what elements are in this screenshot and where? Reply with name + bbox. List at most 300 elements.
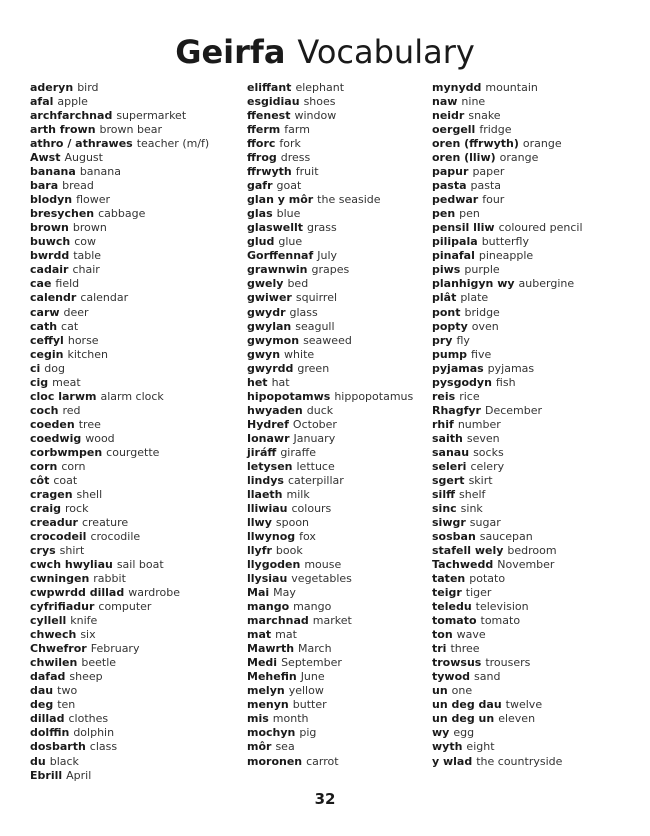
english-translation: field bbox=[55, 277, 80, 291]
vocabulary-column-1 bbox=[30, 81, 235, 783]
vocab-entry bbox=[30, 418, 235, 432]
vocab-entry bbox=[432, 390, 632, 404]
vocab-entry bbox=[247, 179, 427, 193]
vocab-entry bbox=[432, 137, 632, 151]
english-translation: snake bbox=[468, 109, 501, 123]
vocabulary-column-3 bbox=[432, 81, 632, 769]
vocab-entry bbox=[247, 404, 427, 418]
english-translation: table bbox=[73, 249, 102, 263]
welsh-word: gafr bbox=[247, 179, 273, 193]
vocab-entry bbox=[247, 390, 427, 404]
welsh-word: naw bbox=[432, 95, 458, 109]
vocab-entry bbox=[432, 320, 632, 334]
vocab-entry bbox=[432, 306, 632, 320]
english-translation: month bbox=[272, 712, 309, 726]
english-translation: coat bbox=[53, 473, 78, 487]
welsh-word: calendr bbox=[30, 291, 77, 305]
welsh-word: stafell wely bbox=[432, 544, 504, 558]
english-translation: seven bbox=[466, 431, 500, 445]
english-translation: beetle bbox=[81, 656, 117, 670]
vocab-entry bbox=[247, 235, 427, 249]
english-translation: purple bbox=[464, 263, 500, 277]
english-translation: sand bbox=[474, 670, 501, 684]
english-translation: two bbox=[57, 684, 78, 698]
vocab-entry bbox=[247, 306, 427, 320]
vocab-entry bbox=[432, 656, 632, 670]
welsh-word: pasta bbox=[432, 179, 467, 193]
welsh-word: mochyn bbox=[247, 726, 296, 740]
welsh-word: gwylan bbox=[247, 319, 292, 333]
english-translation: black bbox=[49, 754, 79, 768]
vocab-entry bbox=[247, 530, 427, 544]
english-translation: kitchen bbox=[67, 347, 108, 361]
vocab-entry bbox=[247, 95, 427, 109]
vocab-entry bbox=[30, 488, 235, 502]
english-translation: potato bbox=[469, 572, 506, 586]
vocab-entry bbox=[247, 277, 427, 291]
vocab-entry bbox=[30, 544, 235, 558]
welsh-word: archfarchnad bbox=[30, 109, 113, 123]
vocab-entry bbox=[30, 614, 235, 628]
welsh-word: Tachwedd bbox=[432, 558, 494, 572]
vocab-entry bbox=[30, 95, 235, 109]
welsh-word: melyn bbox=[247, 684, 285, 698]
english-translation: March bbox=[298, 642, 332, 656]
welsh-word: corn bbox=[30, 459, 58, 473]
english-translation: bed bbox=[287, 277, 309, 291]
welsh-word: Mehefin bbox=[247, 670, 297, 684]
vocab-entry bbox=[247, 656, 427, 670]
welsh-word: tri bbox=[432, 642, 447, 656]
english-translation: cow bbox=[74, 235, 96, 249]
vocab-entry bbox=[30, 109, 235, 123]
vocab-entry bbox=[432, 726, 632, 740]
welsh-word: cath bbox=[30, 319, 58, 333]
welsh-word: llysiau bbox=[247, 572, 288, 586]
english-translation: rabbit bbox=[93, 572, 126, 586]
english-translation: celery bbox=[470, 459, 505, 473]
welsh-word: teigr bbox=[432, 586, 462, 600]
vocab-entry bbox=[247, 684, 427, 698]
vocab-entry bbox=[432, 516, 632, 530]
english-translation: courgette bbox=[106, 445, 160, 459]
english-translation: coloured pencil bbox=[498, 221, 583, 235]
welsh-word: cloc larwm bbox=[30, 389, 97, 403]
vocab-entry bbox=[432, 165, 632, 179]
welsh-word: pedwar bbox=[432, 193, 479, 207]
welsh-word: fforc bbox=[247, 137, 276, 151]
english-translation: sheep bbox=[69, 670, 103, 684]
english-translation: February bbox=[90, 642, 140, 656]
english-translation: farm bbox=[284, 123, 310, 137]
vocab-entry bbox=[247, 376, 427, 390]
vocab-entry bbox=[247, 151, 427, 165]
english-translation: grass bbox=[307, 221, 337, 235]
english-translation: glass bbox=[289, 305, 318, 319]
vocab-entry bbox=[432, 558, 632, 572]
welsh-word: Ebrill bbox=[30, 768, 63, 782]
english-translation: fish bbox=[495, 375, 516, 389]
english-translation: banana bbox=[79, 165, 121, 179]
vocab-entry bbox=[247, 614, 427, 628]
english-translation: the seaside bbox=[317, 193, 381, 207]
vocab-entry bbox=[30, 600, 235, 614]
welsh-word: eliffant bbox=[247, 81, 292, 94]
english-translation: trousers bbox=[485, 656, 531, 670]
welsh-word: cig bbox=[30, 375, 49, 389]
vocab-entry bbox=[30, 179, 235, 193]
english-translation: September bbox=[281, 656, 342, 670]
welsh-word: un deg un bbox=[432, 712, 495, 726]
vocab-entry bbox=[247, 137, 427, 151]
english-translation: corn bbox=[61, 459, 86, 473]
english-translation: the countryside bbox=[476, 754, 563, 768]
welsh-word: marchnad bbox=[247, 614, 309, 628]
vocab-entry bbox=[247, 572, 427, 586]
english-translation: June bbox=[300, 670, 325, 684]
vocab-entry bbox=[247, 544, 427, 558]
english-translation: butter bbox=[292, 698, 327, 712]
vocab-entry bbox=[432, 334, 632, 348]
english-translation: duck bbox=[306, 403, 334, 417]
english-translation: oven bbox=[471, 319, 499, 333]
vocab-entry bbox=[30, 165, 235, 179]
english-translation: eleven bbox=[498, 712, 536, 726]
english-translation: November bbox=[497, 558, 555, 572]
english-translation: wave bbox=[456, 628, 486, 642]
vocab-entry bbox=[247, 642, 427, 656]
vocab-entry bbox=[247, 586, 427, 600]
welsh-word: arth frown bbox=[30, 123, 96, 137]
english-translation: sea bbox=[275, 740, 295, 754]
welsh-word: ffenest bbox=[247, 109, 291, 123]
english-translation: mat bbox=[275, 628, 297, 642]
english-translation: aubergine bbox=[518, 277, 575, 291]
welsh-word: blodyn bbox=[30, 193, 73, 207]
welsh-word: cragen bbox=[30, 487, 73, 501]
english-translation: grapes bbox=[311, 263, 350, 277]
welsh-word: llyfr bbox=[247, 544, 272, 558]
welsh-word: sgert bbox=[432, 473, 465, 487]
vocab-entry bbox=[432, 670, 632, 684]
welsh-word: creadur bbox=[30, 515, 78, 529]
welsh-word: ceffyl bbox=[30, 333, 64, 347]
english-translation: rock bbox=[65, 501, 89, 515]
english-translation: fork bbox=[279, 137, 301, 151]
english-translation: seaweed bbox=[303, 333, 352, 347]
english-translation: green bbox=[297, 361, 330, 375]
welsh-word: ffrog bbox=[247, 151, 277, 165]
vocab-entry bbox=[30, 572, 235, 586]
page-number: 32 bbox=[314, 790, 336, 808]
vocab-entry bbox=[30, 390, 235, 404]
english-translation: five bbox=[471, 347, 492, 361]
vocab-entry bbox=[247, 263, 427, 277]
welsh-word: llygoden bbox=[247, 558, 301, 572]
vocab-entry bbox=[432, 277, 632, 291]
english-translation: brown bbox=[72, 221, 107, 235]
welsh-word: athro / athrawes bbox=[30, 137, 133, 151]
welsh-word: reis bbox=[432, 389, 456, 403]
vocab-entry bbox=[432, 263, 632, 277]
welsh-word: wyth bbox=[432, 740, 463, 754]
english-translation: pyjamas bbox=[487, 361, 535, 375]
welsh-word: buwch bbox=[30, 235, 71, 249]
welsh-word: dau bbox=[30, 684, 54, 698]
welsh-word: Medi bbox=[247, 656, 278, 670]
english-translation: plate bbox=[460, 291, 489, 305]
welsh-word: ffrwyth bbox=[247, 165, 292, 179]
welsh-word: un bbox=[432, 684, 448, 698]
vocab-entry bbox=[30, 249, 235, 263]
vocab-entry bbox=[432, 684, 632, 698]
english-translation: one bbox=[451, 684, 473, 698]
welsh-word: pensil lliw bbox=[432, 221, 495, 235]
vocab-entry bbox=[432, 544, 632, 558]
english-translation: January bbox=[293, 431, 336, 445]
english-translation: rice bbox=[459, 389, 480, 403]
english-translation: hippopotamus bbox=[334, 389, 414, 403]
vocab-entry bbox=[432, 502, 632, 516]
english-translation: sink bbox=[460, 501, 483, 515]
english-translation: red bbox=[62, 403, 81, 417]
vocab-entry bbox=[30, 769, 235, 783]
vocab-entry bbox=[30, 755, 235, 769]
welsh-word: llwy bbox=[247, 515, 272, 529]
english-translation: squirrel bbox=[295, 291, 338, 305]
vocab-entry bbox=[30, 263, 235, 277]
welsh-word: glas bbox=[247, 207, 273, 221]
welsh-word: coedwig bbox=[30, 431, 82, 445]
english-translation: October bbox=[292, 417, 337, 431]
english-translation: four bbox=[482, 193, 505, 207]
welsh-word: ton bbox=[432, 628, 453, 642]
welsh-word: dillad bbox=[30, 712, 65, 726]
vocab-entry bbox=[432, 151, 632, 165]
welsh-word: saith bbox=[432, 431, 463, 445]
welsh-word: mis bbox=[247, 712, 269, 726]
vocabulary-column-2 bbox=[247, 81, 427, 769]
vocab-entry bbox=[247, 123, 427, 137]
english-translation: supermarket bbox=[116, 109, 187, 123]
welsh-word: planhigyn wy bbox=[432, 277, 515, 291]
vocab-entry bbox=[247, 446, 427, 460]
vocab-entry bbox=[30, 362, 235, 376]
english-translation: brown bear bbox=[99, 123, 163, 137]
english-translation: bread bbox=[62, 179, 94, 193]
vocab-entry bbox=[247, 221, 427, 235]
welsh-word: oergell bbox=[432, 123, 476, 137]
welsh-word: mat bbox=[247, 628, 272, 642]
welsh-word: taten bbox=[432, 572, 466, 586]
welsh-word: oren (lliw) bbox=[432, 151, 496, 165]
english-translation: fly bbox=[456, 333, 470, 347]
welsh-word: Mai bbox=[247, 586, 270, 600]
english-translation: twelve bbox=[505, 698, 543, 712]
vocab-entry bbox=[432, 614, 632, 628]
vocab-entry bbox=[432, 95, 632, 109]
welsh-word: gwiwer bbox=[247, 291, 292, 305]
english-translation: fruit bbox=[295, 165, 319, 179]
english-translation: vegetables bbox=[291, 572, 352, 586]
english-translation: calendar bbox=[80, 291, 129, 305]
english-translation: tiger bbox=[465, 586, 492, 600]
vocab-entry bbox=[432, 362, 632, 376]
english-translation: August bbox=[64, 151, 103, 165]
welsh-word: Hydref bbox=[247, 417, 289, 431]
english-translation: wardrobe bbox=[128, 586, 181, 600]
vocab-entry bbox=[247, 418, 427, 432]
english-translation: bird bbox=[77, 81, 99, 94]
english-translation: pen bbox=[459, 207, 480, 221]
welsh-word: hipopotamws bbox=[247, 389, 331, 403]
vocab-entry bbox=[247, 755, 427, 769]
welsh-word: tomato bbox=[432, 614, 477, 628]
vocab-entry bbox=[30, 558, 235, 572]
welsh-word: bara bbox=[30, 179, 59, 193]
english-translation: orange bbox=[499, 151, 539, 165]
welsh-word: pry bbox=[432, 333, 453, 347]
vocab-entry bbox=[432, 179, 632, 193]
welsh-word: hwyaden bbox=[247, 403, 303, 417]
welsh-word: coch bbox=[30, 403, 59, 417]
welsh-word: dolffin bbox=[30, 726, 70, 740]
english-translation: fridge bbox=[479, 123, 512, 137]
vocab-entry bbox=[247, 502, 427, 516]
english-translation: chair bbox=[72, 263, 100, 277]
welsh-word: crocodeil bbox=[30, 530, 87, 543]
vocab-entry bbox=[247, 726, 427, 740]
welsh-word: y wlad bbox=[432, 754, 473, 768]
vocab-entry bbox=[30, 151, 235, 165]
vocab-entry bbox=[247, 348, 427, 362]
welsh-word: Chwefror bbox=[30, 642, 87, 656]
vocab-entry bbox=[432, 249, 632, 263]
english-translation: milk bbox=[286, 487, 310, 501]
vocab-entry bbox=[432, 235, 632, 249]
vocab-entry bbox=[247, 488, 427, 502]
english-translation: crocodile bbox=[90, 530, 141, 543]
english-translation: elephant bbox=[295, 81, 345, 94]
english-translation: April bbox=[66, 768, 92, 782]
vocab-entry bbox=[30, 642, 235, 656]
english-translation: December bbox=[484, 403, 543, 417]
welsh-word: dosbarth bbox=[30, 740, 86, 754]
english-translation: butterfly bbox=[481, 235, 529, 249]
english-translation: goat bbox=[276, 179, 302, 193]
welsh-word: pysgodyn bbox=[432, 375, 492, 389]
english-translation: pig bbox=[299, 726, 317, 740]
vocab-entry bbox=[432, 123, 632, 137]
vocab-entry bbox=[30, 207, 235, 221]
welsh-word: piws bbox=[432, 263, 461, 277]
vocab-entry bbox=[30, 81, 235, 95]
vocab-entry bbox=[247, 320, 427, 334]
welsh-word: banana bbox=[30, 165, 76, 179]
welsh-word: Ionawr bbox=[247, 431, 290, 445]
vocab-entry bbox=[432, 81, 632, 95]
english-translation: blue bbox=[276, 207, 301, 221]
welsh-word: papur bbox=[432, 165, 469, 179]
welsh-word: corbwmpen bbox=[30, 445, 103, 459]
vocab-entry bbox=[30, 446, 235, 460]
welsh-word: pilipala bbox=[432, 235, 478, 249]
vocab-entry bbox=[432, 698, 632, 712]
vocab-entry bbox=[30, 474, 235, 488]
english-translation: lettuce bbox=[296, 459, 335, 473]
vocab-entry bbox=[30, 502, 235, 516]
vocab-entry bbox=[247, 81, 427, 95]
english-translation: July bbox=[317, 249, 338, 263]
welsh-word: cyllell bbox=[30, 614, 67, 628]
welsh-word: glaswellt bbox=[247, 221, 304, 235]
english-translation: mango bbox=[293, 600, 332, 614]
welsh-word: môr bbox=[247, 740, 272, 754]
english-translation: flower bbox=[76, 193, 111, 207]
english-translation: television bbox=[475, 600, 529, 614]
vocab-entry bbox=[432, 221, 632, 235]
vocab-entry bbox=[432, 376, 632, 390]
vocab-entry bbox=[247, 698, 427, 712]
vocab-entry bbox=[247, 193, 427, 207]
welsh-word: Gorffennaf bbox=[247, 249, 314, 263]
welsh-word: pump bbox=[432, 347, 468, 361]
welsh-word: trowsus bbox=[432, 656, 482, 670]
english-translation: deer bbox=[63, 305, 89, 319]
welsh-word: siwgr bbox=[432, 515, 466, 529]
english-translation: socks bbox=[473, 445, 504, 459]
vocab-entry bbox=[247, 628, 427, 642]
vocab-entry bbox=[30, 404, 235, 418]
welsh-word: grawnwin bbox=[247, 263, 308, 277]
vocab-entry bbox=[30, 628, 235, 642]
vocab-entry bbox=[30, 376, 235, 390]
vocab-entry bbox=[30, 698, 235, 712]
english-translation: hat bbox=[271, 375, 290, 389]
english-translation: giraffe bbox=[280, 445, 316, 459]
vocab-entry bbox=[30, 740, 235, 754]
english-translation: market bbox=[312, 614, 352, 628]
vocab-entry bbox=[30, 306, 235, 320]
welsh-word: sanau bbox=[432, 445, 470, 459]
vocab-entry bbox=[247, 165, 427, 179]
welsh-word: popty bbox=[432, 319, 468, 333]
vocab-entry bbox=[247, 600, 427, 614]
english-translation: window bbox=[294, 109, 337, 123]
vocab-entry bbox=[432, 755, 632, 769]
welsh-word: neidr bbox=[432, 109, 465, 123]
welsh-word: cwningen bbox=[30, 572, 90, 586]
english-translation: colours bbox=[291, 501, 332, 515]
english-translation: bridge bbox=[464, 305, 500, 319]
vocab-entry bbox=[247, 334, 427, 348]
vocab-entry bbox=[432, 488, 632, 502]
english-translation: sail boat bbox=[116, 558, 164, 572]
welsh-word: brown bbox=[30, 221, 69, 235]
vocab-entry bbox=[30, 123, 235, 137]
title-welsh: Geirfa bbox=[175, 33, 286, 71]
welsh-word: mynydd bbox=[432, 81, 482, 94]
english-translation: pineapple bbox=[478, 249, 534, 263]
english-translation: clothes bbox=[68, 712, 109, 726]
welsh-word: seleri bbox=[432, 459, 467, 473]
welsh-word: tywod bbox=[432, 670, 471, 684]
english-translation: saucepan bbox=[479, 530, 533, 543]
english-translation: carrot bbox=[306, 754, 339, 768]
welsh-word: fferm bbox=[247, 123, 281, 137]
welsh-word: moronen bbox=[247, 754, 303, 768]
vocab-entry bbox=[432, 432, 632, 446]
